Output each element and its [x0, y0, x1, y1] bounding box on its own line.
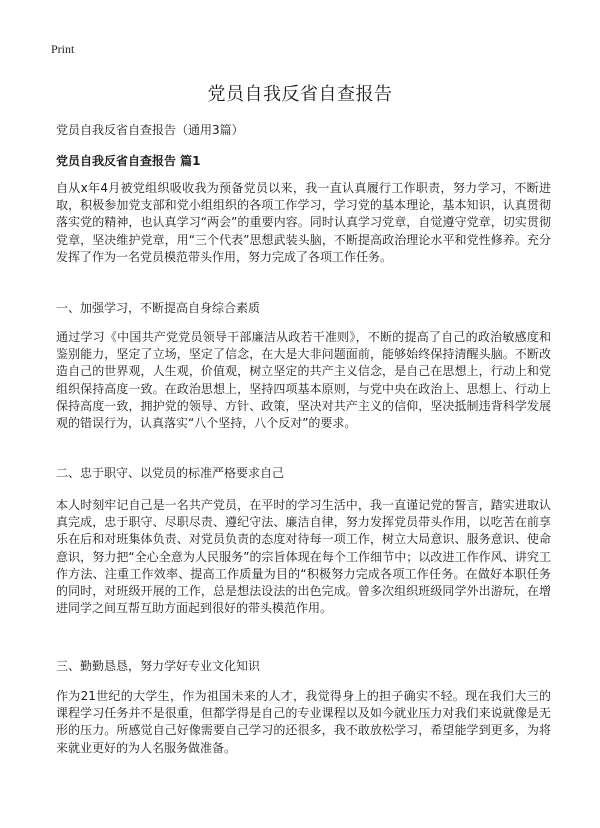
document-title: 党员自我反省自查报告 — [207, 84, 393, 105]
article-heading: 党员自我反省自查报告 篇1 — [56, 154, 201, 168]
section-paragraph-1: 通过学习《中国共产党党员领导干部廉洁从政若干准则》，不断的提高了自己的政治敏感度和鉴别能力，坚定了立场，坚定了信念，在大是大非问题面前，能够始终保持清醒头脑。不断改造自己的世界观，人生观，价值观，树立坚定的共产主义信念，是自己在思想上，行动上和党组织保持高度一致。在政治思想上，坚持四项基本原则，与党中央在政治上、思想上、行动上保持高度一致，拥护党的领导、方针、政策，坚决对共产主义的信仰，坚决抵制违背科学发展观的错误行为，认真落实“八个坚持，八个反对”的要求。 — [56, 330, 551, 431]
section-heading-1: 一、加强学习，不断提高自身综合素质 — [56, 301, 261, 315]
document-subtitle: 党员自我反省自查报告（通用3篇） — [56, 123, 244, 137]
section-paragraph-2: 本人时刻牢记自己是一名共产党员，在平时的学习生活中，我一直谨记党的誓言，踏实进取认真完成，忠于职守、尽职尽责、遵纪守法、廉洁自律，努力发挥党员带头作用，以吃苦在前享乐在后和对班集体负责、对党员负责的态度对待每一项工作，树立大局意识、服务意识、使命意识，努力把“全心全意为人民服务”的宗旨体现在每个工作细节中；以改进工作作风、讲究工作方法、注重工作效率、提高工作质量为目的“积极努力完成各项工作任务。在做好本职任务的同时，对班级开展的工作，总是想法设法的出色完成。曾多次组织班级同学外出游玩，在增进同学之间互帮互助方面起到很好的带头模范作用。 — [56, 498, 551, 616]
section-heading-2: 二、忠于职守、以党员的标准严格要求自己 — [56, 466, 285, 480]
section-paragraph-3: 作为21世纪的大学生，作为祖国未来的人才，我觉得身上的担子确实不轻。现在我们大三的课程学习任务并不是很重，但都学得是自己的专业课程以及如今就业压力对我们来说就像是无形的压力。所感觉自己好像需要自己学习的还很多，我不敢放松学习，希望能学到更多，为将来就业更好的为人名服务做准备。 — [56, 689, 551, 755]
intro-paragraph: 自从x年4月被党组织吸收我为预备党员以来，我一直认真履行工作职责，努力学习，不断进取，积极参加党支部和党小组组织的各项工作学习，学习党的基本理论，基本知识，认真贯彻落实党的精神，也认真学习“两会”的重要内容。同时认真学习党章，自觉遵守党章，切实贯彻党章，坚决维护党章，用“三个代表”思想武装头脑，不断提高政治理论水平和党性修养。充分发挥了作为一名党员模范带头作用，努力完成了各项工作任务。 — [56, 181, 551, 264]
print-link[interactable]: Print — [51, 42, 75, 56]
section-heading-3: 三、勤勤恳恳，努力学好专业文化知识 — [56, 659, 261, 673]
